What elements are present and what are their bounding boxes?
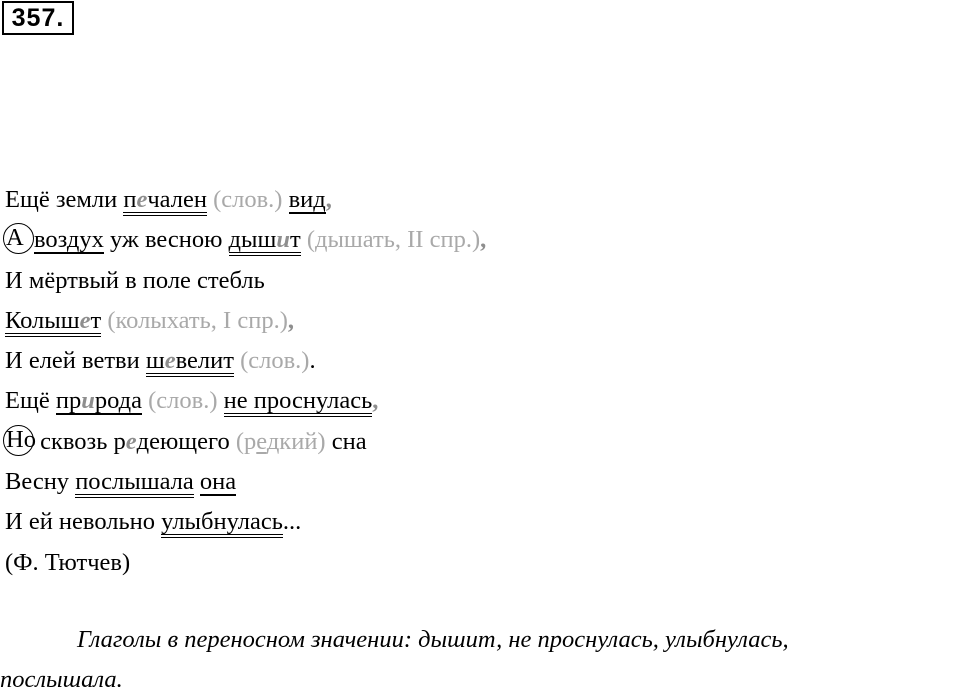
predicate-word: печален bbox=[123, 188, 207, 216]
text: уж весною bbox=[103, 226, 229, 254]
predicate-word: дышит bbox=[229, 228, 301, 256]
predicate-word: Колышет bbox=[5, 309, 101, 337]
circled-conjunction: А bbox=[3, 223, 34, 254]
text: И елей ветви bbox=[5, 347, 146, 375]
poem-line-9 bbox=[5, 502, 486, 542]
note-gray: (редкий) bbox=[229, 427, 332, 455]
poem-line-6 bbox=[5, 381, 486, 421]
answer-note bbox=[0, 620, 960, 700]
note-line-2: послышала. bbox=[0, 666, 123, 693]
text: Весну bbox=[5, 468, 76, 496]
subject-word: воздух bbox=[34, 226, 104, 254]
poem-line-3 bbox=[5, 261, 486, 301]
poem-line-8 bbox=[5, 462, 486, 502]
note-gray: (слов.) bbox=[206, 186, 289, 213]
note-gray: (слов.) bbox=[142, 387, 224, 415]
poem-line-1 bbox=[5, 180, 486, 220]
note-gray: (дышать, II спр.) bbox=[300, 226, 481, 254]
text: Ещё bbox=[5, 387, 56, 415]
exercise-number: 357. bbox=[2, 1, 74, 35]
subject-word: вид bbox=[288, 186, 326, 213]
poem bbox=[5, 180, 486, 583]
poem-line-5 bbox=[5, 341, 486, 381]
predicate-word: шевелит bbox=[146, 349, 234, 377]
poem-line-7 bbox=[5, 422, 486, 462]
note-line-1: Глаголы в переносном значении: дышит, не проснулась, улыбнулась, bbox=[77, 626, 789, 653]
text: ... bbox=[282, 508, 302, 536]
poem-line-2 bbox=[5, 220, 486, 260]
poem-author: (Ф. Тютчев) bbox=[5, 548, 131, 576]
text: И мёртвый в поле стебль bbox=[5, 266, 265, 294]
punctuation: , bbox=[480, 226, 487, 254]
text: сна bbox=[331, 427, 367, 455]
punctuation: , bbox=[372, 387, 379, 415]
note-gray: (слов.) bbox=[233, 347, 310, 375]
predicate-word: не проснулась bbox=[224, 389, 373, 417]
predicate-word: послышала bbox=[75, 470, 194, 498]
subject-word: она bbox=[199, 468, 237, 496]
circled-conjunction: Но bbox=[3, 425, 34, 456]
punctuation: . bbox=[309, 347, 316, 375]
text: деющего bbox=[136, 427, 230, 455]
predicate-word: улыбнулась bbox=[161, 510, 283, 538]
text: И ей невольно bbox=[5, 508, 162, 536]
punctuation: , bbox=[287, 306, 294, 334]
poem-line-4 bbox=[5, 301, 486, 341]
punctuation: , bbox=[325, 186, 332, 213]
subject-word: природа bbox=[55, 387, 142, 415]
text: Ещё земли bbox=[5, 186, 124, 213]
vowel: е bbox=[125, 427, 137, 455]
note-gray: (колыхать, I спр.) bbox=[101, 306, 288, 334]
text: сквозь р bbox=[34, 427, 126, 455]
